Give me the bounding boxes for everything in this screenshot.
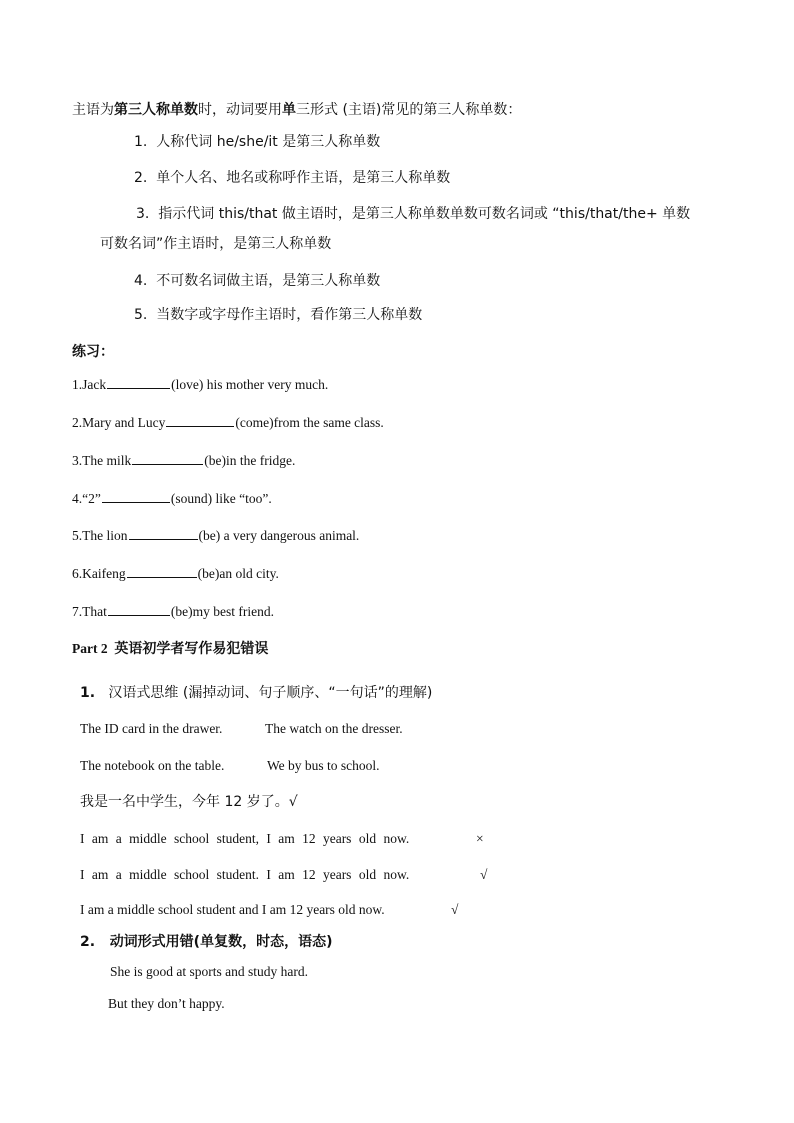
rule-number: 4. [134,273,148,289]
part2-heading [72,640,268,658]
practice-item-1 [72,376,328,394]
english-sentence-3: I am a middle school student and I am 12 years old now. [80,902,385,917]
intro-text-2: 时，动词要用 [198,102,282,118]
intro-bold-2: 单 [282,102,296,118]
rule-text: 当数字或字母作主语时，看作第三人称单数 [156,307,423,323]
practice-prefix: 3.The milk [72,453,132,468]
intro-text-1: 主语为 [72,102,114,118]
intro-text-3: 三形式 (主语)常见的第三人称单数： [296,102,522,118]
section-title: 汉语式思维 [108,685,179,701]
rule-5 [134,306,422,324]
rule-text: 单个人名、地名或称呼作主语，是第三人称单数 [156,170,451,186]
answer-blank[interactable] [102,490,170,503]
rule-3-continued: 可数名词”作主语时，是第三人称单数 [100,236,332,252]
part2-label: Part 2 [72,641,108,656]
answer-blank[interactable] [107,376,170,389]
practice-item-5 [72,527,359,545]
intro-bold-1: 第三人称单数 [114,102,198,118]
check-mark-icon: √ [451,902,459,917]
practice-suffix: (be) a very dangerous animal. [198,528,360,543]
practice-item-4 [72,490,272,508]
intro-line [72,101,521,119]
practice-prefix: 7.That [72,604,107,619]
rule-number: 1. [134,134,148,150]
practice-prefix: 5.The lion [72,528,128,543]
practice-suffix: (come)from the same class. [235,415,384,430]
practice-suffix: (be)in the fridge. [204,453,296,468]
practice-item-3 [72,452,295,470]
section-number: 1. [80,685,96,701]
example-1b: The watch on the dresser. [265,721,403,736]
section-number: 2. [80,934,96,950]
practice-item-7 [72,603,274,621]
check-mark-icon: √ [480,867,488,882]
rule-2 [134,169,450,187]
rule-1 [134,133,380,151]
example-1a: The ID card in the drawer. [80,721,223,736]
rule-number: 3. [136,206,150,222]
rule-text: 指示代词 this/that 做主语时，是第三人称单数单数可数名词或 “this/that/the+ 单数 [158,206,691,222]
answer-blank[interactable] [108,603,170,616]
section-note: (漏掉动词、句子顺序、“一句话”的理解) [182,685,433,701]
example-2a: The notebook on the table. [80,758,225,773]
cross-mark-icon: × [476,831,484,846]
verb-example-2: But they don’t happy. [108,996,225,1011]
practice-heading: 练习： [72,344,114,360]
practice-prefix: 4.“2” [72,491,101,506]
english-sentence-1: I am a middle school student, I am 12 years old now. [80,831,410,846]
practice-item-2 [72,414,384,432]
rule-number: 5. [134,307,148,323]
example-2b: We by bus to school. [267,758,380,773]
rule-number: 2. [134,170,148,186]
rule-4 [134,272,380,290]
answer-blank[interactable] [166,414,234,427]
practice-item-6 [72,565,279,583]
rule-3 [136,205,690,223]
practice-suffix: (be)my best friend. [170,604,274,619]
answer-blank[interactable] [129,527,198,540]
answer-blank[interactable] [132,452,203,465]
chinese-sentence [80,793,298,811]
practice-suffix: (be)an old city. [197,566,279,581]
practice-suffix: (sound) like “too”. [170,491,272,506]
english-sentence-2: I am a middle school student. I am 12 years old now. [80,867,410,882]
section-1-heading [80,684,432,702]
section-2-heading [80,933,332,951]
part2-title: 英语初学者写作易犯错误 [114,641,269,657]
section-title: 动词形式用错(单复数，时态，语态) [109,934,333,950]
practice-prefix: 1.Jack [72,377,107,392]
verb-example-1: She is good at sports and study hard. [110,964,308,979]
chinese-sentence-text: 我是一名中学生，今年 12 岁了。 [80,794,289,810]
rule-text: 不可数名词做主语，是第三人称单数 [156,273,381,289]
answer-blank[interactable] [127,565,197,578]
practice-suffix: (love) his mother very much. [171,377,329,392]
rule-text: 人称代词 he/she/it 是第三人称单数 [156,134,381,150]
practice-prefix: 6.Kaifeng [72,566,126,581]
check-mark-icon: √ [288,794,298,810]
practice-prefix: 2.Mary and Lucy [72,415,166,430]
